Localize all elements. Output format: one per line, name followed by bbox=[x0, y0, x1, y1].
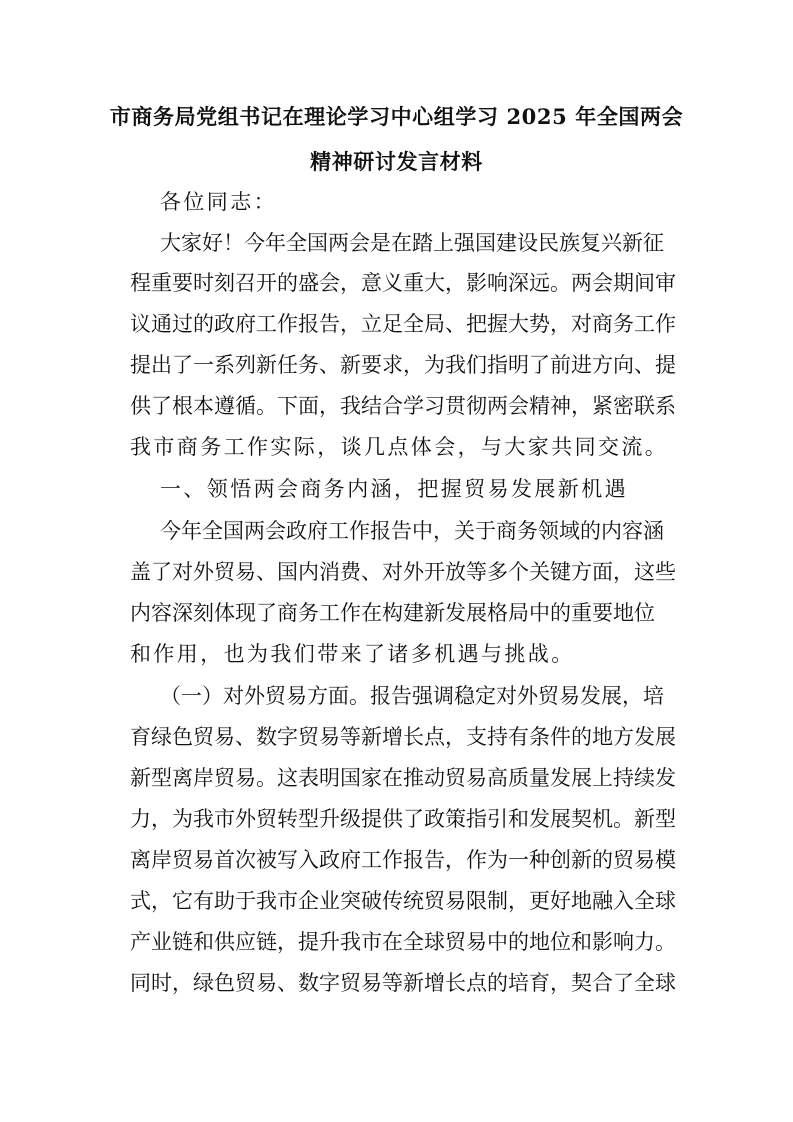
paragraph-line: 新型离岸贸易。这表明国家在推动贸易高质量发展上持续发 bbox=[130, 766, 676, 790]
paragraph-line: 产业链和供应链，提升我市在全球贸易中的地位和影响力。 bbox=[130, 930, 676, 954]
paragraph-line: 供了根本遵循。下面，我结合学习贯彻两会精神，紧密联系 bbox=[130, 394, 676, 418]
paragraph-line: 内容深刻体现了商务工作在构建新发展格局中的重要地位 bbox=[130, 601, 655, 625]
paragraph-line: 提出了一系列新任务、新要求，为我们指明了前进方向、提 bbox=[130, 353, 676, 377]
section-heading: 一、领悟两会商务内涵，把握贸易发展新机遇 bbox=[160, 477, 628, 501]
paragraph-line: 我市商务工作实际，谈几点体会，与大家共同交流。 bbox=[130, 435, 669, 459]
salutation: 各位同志： bbox=[160, 190, 277, 214]
paragraph-line: 今年全国两会政府工作报告中，关于商务领域的内容涵 bbox=[160, 519, 664, 543]
paragraph-line: 程重要时刻召开的盛会，意义重大，影响深远。两会期间审 bbox=[130, 271, 676, 295]
paragraph-line: 同时，绿色贸易、数字贸易等新增长点的培育，契合了全球 bbox=[130, 971, 676, 995]
paragraph-line: 大家好！今年全国两会是在踏上强国建设民族复兴新征 bbox=[160, 231, 664, 255]
document-title-line-1: 市商务局党组书记在理论学习中心组学习 2025 年全国两会 bbox=[109, 104, 684, 129]
paragraph-line: 力，为我市外贸转型升级提供了政策指引和发展契机。新型 bbox=[130, 807, 676, 831]
paragraph-line: 离岸贸易首次被写入政府工作报告，作为一种创新的贸易模 bbox=[130, 848, 676, 872]
paragraph-line: 式，它有助于我市企业突破传统贸易限制，更好地融入全球 bbox=[130, 889, 676, 913]
paragraph-line: 盖了对外贸易、国内消费、对外开放等多个关键方面，这些 bbox=[130, 560, 676, 584]
paragraph-line: （一）对外贸易方面。报告强调稳定对外贸易发展，培 bbox=[160, 684, 664, 708]
paragraph-line: 议通过的政府工作报告，立足全局、把握大势，对商务工作 bbox=[130, 312, 676, 336]
document-title-line-2: 精神研讨发言材料 bbox=[310, 149, 483, 174]
paragraph-line: 育绿色贸易、数字贸易等新增长点，支持有条件的地方发展 bbox=[130, 725, 676, 749]
paragraph-line: 和作用，也为我们带来了诸多机遇与挑战。 bbox=[130, 642, 575, 666]
